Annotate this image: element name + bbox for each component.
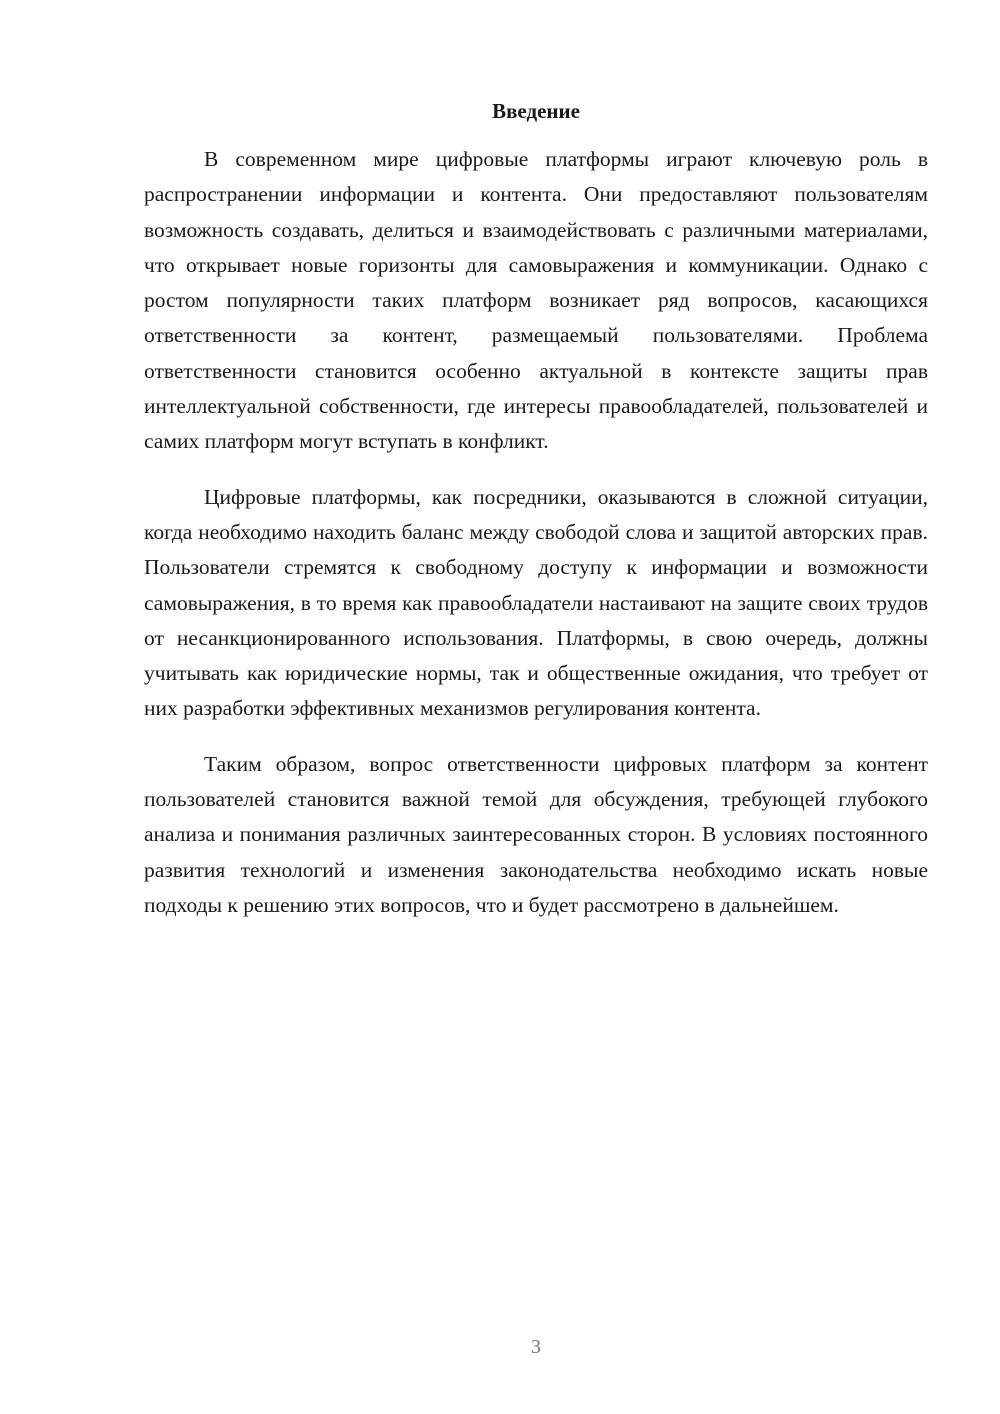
page-number: 3 (531, 1336, 541, 1358)
paragraph-1: В современном мире цифровые платформы играют ключевую роль в распространении информации и контента. Они предоставляют пользователям возможность создавать, делиться и взаимодействовать с различными материалами, что открывает новые горизонты для самовыражения и коммуникации. Однако с ростом популярности таких платформ возникает ряд вопросов, касающихся ответственности за контент, размещаемый пользователями. Проблема ответственности становится особенно актуальной в контексте защиты прав интеллектуальной собственности, где интересы правообладателей, пользователей и самих платформ могут вступать в конфликт. (144, 147, 928, 454)
section-heading: Введение (492, 99, 580, 123)
paragraph-3: Таким образом, вопрос ответственности цифровых платформ за контент пользователей становится важной темой для обсуждения, требующей глубокого анализа и понимания различных заинтересованных сторон. В условиях постоянного развития технологий и изменения законодательства необходимо искать новые подходы к решению этих вопросов, что и будет рассмотрено в дальнейшем. (144, 751, 928, 917)
body-text (144, 142, 928, 923)
paragraph-2: Цифровые платформы, как посредники, оказываются в сложной ситуации, когда необходимо находить баланс между свободой слова и защитой авторских прав. Пользователи стремятся к свободному доступу к информации и возможности самовыражения, в то время как правообладатели настаивают на защите своих трудов от несанкционированного использования. Платформы, в свою очередь, должны учитывать как юридические нормы, так и общественные ожидания, что требует от них разработки эффективных механизмов регулирования контента. (144, 484, 928, 721)
